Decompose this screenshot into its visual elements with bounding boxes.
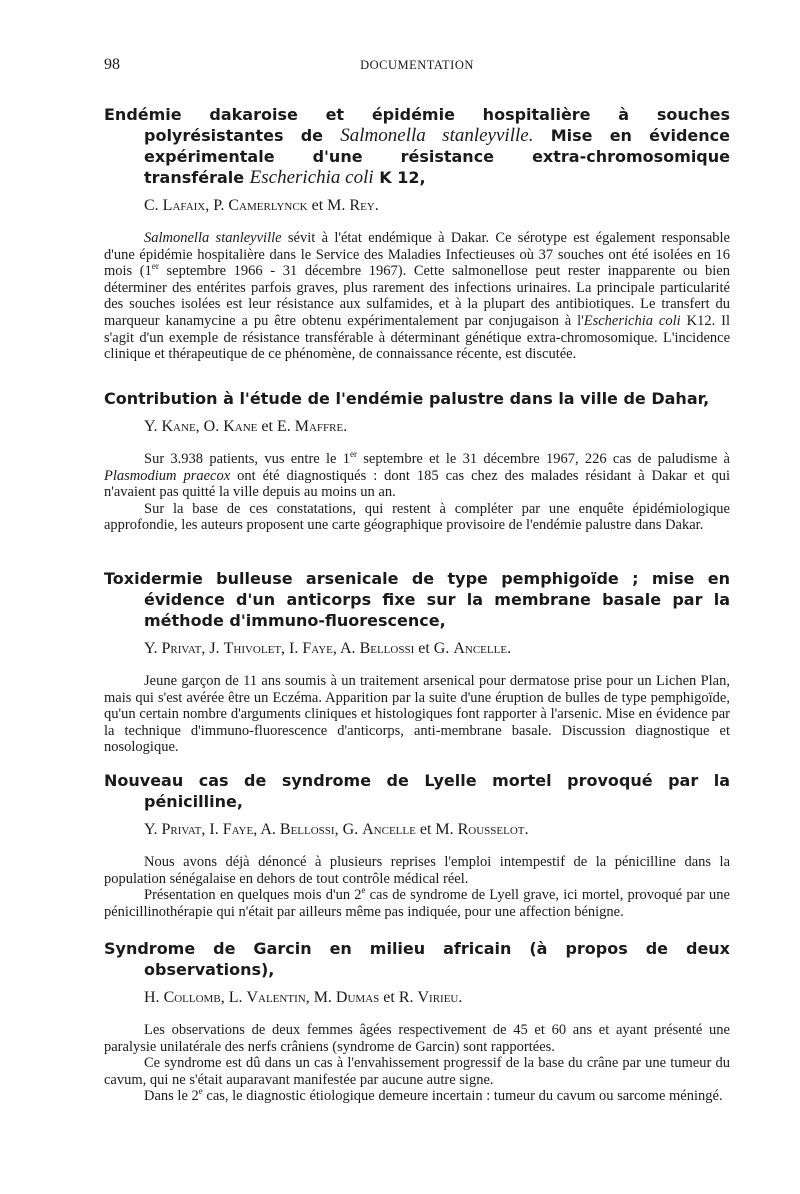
author-separator: , bbox=[332, 640, 337, 657]
body-paragraph: Sur la base de ces constatations, qui restent à compléter par une enquête épidémiologique approfondie, les auteurs proposent une carte géographique provisoire de l'endémie palustre dans Dakar. bbox=[104, 500, 730, 534]
abstract-2 bbox=[104, 388, 730, 534]
author-separator: , bbox=[281, 640, 286, 657]
author-list bbox=[144, 417, 730, 437]
running-title: DOCUMENTATION bbox=[360, 58, 474, 72]
author-separator: , bbox=[220, 989, 225, 1006]
author-separator: . bbox=[524, 821, 529, 838]
body-text: cas de syndrome de Lyell grave, ici mortel, provoqué par une pénicillinothérapie qui n'était par ailleurs même pas indiquée, pour une affection bénigne. bbox=[104, 887, 730, 920]
author-initial: M. bbox=[435, 821, 454, 838]
body-text: septembre et le 31 décembre 1967, 226 cas de paludisme à bbox=[356, 451, 730, 467]
author-initial: Y. bbox=[144, 821, 158, 838]
title-text: Mise en évidence expérimentale d'une résistance extra-chromosomique transférale bbox=[144, 126, 730, 187]
author-initial: H. bbox=[144, 989, 160, 1006]
abstract-title bbox=[104, 104, 730, 188]
author-separator: . bbox=[458, 989, 463, 1006]
superscript: e bbox=[361, 885, 366, 896]
superscript: er bbox=[151, 261, 159, 272]
author-initial: I. bbox=[209, 821, 219, 838]
author-name: Virieu bbox=[417, 989, 459, 1006]
author-separator: . bbox=[507, 640, 512, 657]
author-initial: J. bbox=[209, 640, 220, 657]
body-text: Dans le 2 bbox=[144, 1088, 199, 1105]
body-paragraph bbox=[104, 230, 730, 363]
author-name: Rousselot bbox=[457, 821, 525, 838]
body-paragraph: Ce syndrome est dû dans un cas à l'envahissement progressif de la base du crâne par une tumeur du cavum, qui ne s'était auparavant manifestée par aucune autre signe. bbox=[104, 1055, 730, 1088]
author-initial: P. bbox=[213, 197, 225, 214]
abstract-title: Syndrome de Garcin en milieu africain (à propos de deux observations), bbox=[104, 939, 730, 979]
author-separator: , bbox=[334, 821, 339, 838]
title-text: Endémie dakaroise et épidémie hospitalière à souches polyrésistantes de bbox=[104, 105, 730, 145]
body-paragraph: Jeune garçon de 11 ans soumis à un traitement arsenical pour dermatose prise pour un Lichen Plan, mais qui s'est avérée être un Eczéma. Apparition par la suite d'une éruption de bulles de type pemphigoïde, qu'un certain nombre d'arguments cliniques et histologiques font rapporter à l'arsenic. Mise en évidence par la technique d'immuno-fluorescence d'anticorps, anti-membrane basale. Discussion diagnostique et nosologique. bbox=[104, 673, 730, 756]
abstract-title: Toxidermie bulleuse arsenicale de type pemphigoïde ; mise en évidence d'un anticorps fixe sur la membrane basale par la méthode d'immuno-fluorescence, bbox=[104, 569, 730, 630]
abstract-title: Contribution à l'étude de l'endémie palustre dans la ville de Dahar, bbox=[104, 389, 710, 408]
author-separator: , bbox=[205, 197, 210, 214]
author-separator: , bbox=[195, 418, 200, 435]
author-name: Kane bbox=[161, 418, 196, 435]
page-number: 98 bbox=[104, 56, 120, 73]
abstract-1 bbox=[104, 104, 730, 363]
author-separator: et bbox=[414, 640, 430, 657]
author-initial: E. bbox=[276, 418, 291, 435]
author-initial: G. bbox=[342, 821, 359, 838]
species-name: Salmonella stanleyville bbox=[144, 230, 282, 246]
author-separator: , bbox=[253, 821, 258, 838]
author-initial: Y. bbox=[144, 418, 158, 435]
title-text: K 12, bbox=[379, 168, 426, 187]
author-separator: et bbox=[379, 989, 395, 1006]
abstract-body bbox=[104, 451, 730, 534]
title-species: Escherichia coli bbox=[249, 167, 374, 188]
body-text: Présentation en quelques mois d'un 2 bbox=[144, 887, 362, 904]
author-name: Privat bbox=[161, 640, 202, 657]
author-initial: O. bbox=[203, 418, 220, 435]
abstract-3 bbox=[104, 568, 730, 756]
abstract-body bbox=[104, 1022, 730, 1105]
abstract-4 bbox=[104, 770, 730, 920]
abstract-title: Nouveau cas de syndrome de Lyelle mortel provoqué par la pénicilline, bbox=[104, 771, 730, 811]
body-text: K12. Il s'agit d'un exemple de résistance transférable à déterminant génétique extra-chromosomique. L'incidence clinique et thérapeutique de ce phénomène, de connaissance récente, est discutée. bbox=[104, 312, 730, 363]
superscript: e bbox=[198, 1086, 203, 1097]
author-name: Valentin bbox=[246, 989, 306, 1006]
abstract-body bbox=[104, 230, 730, 363]
page-header bbox=[104, 56, 730, 78]
author-initial: C. bbox=[144, 197, 159, 214]
author-list bbox=[144, 820, 730, 840]
body-text: Sur 3.938 patients, vus entre le 1 bbox=[144, 451, 350, 467]
abstract-body bbox=[104, 854, 730, 920]
body-text: septembre 1966 - 31 décembre 1967). Cette salmonellose peut rester inapparente ou bien déterminer des entérites parfois graves, plus rarement des infections urinaires. La principale particularité des souches isolées est leur résistance aux sulfamides, et à la plupart des antibiotiques. Le transfert du marqueur kanamycine a pu être obtenu expérimentalement par conjugaison à l' bbox=[104, 263, 730, 329]
author-name: Bellossi bbox=[279, 821, 335, 838]
author-name: Maffre bbox=[294, 418, 344, 435]
author-name: Ancelle bbox=[453, 640, 508, 657]
body-text: ont été diagnostiqués : dont 185 cas chez des malades résidant à Dakar et qui n'avaient pas quitté la ville depuis au moins un an. bbox=[104, 467, 731, 501]
author-separator: et bbox=[307, 197, 324, 214]
abstract-body bbox=[104, 673, 730, 756]
author-initial: M. bbox=[327, 197, 346, 214]
author-separator: . bbox=[374, 197, 379, 214]
superscript: er bbox=[349, 449, 357, 460]
author-initial: G. bbox=[433, 640, 450, 657]
author-separator: , bbox=[305, 989, 310, 1006]
author-name: Dumas bbox=[335, 989, 380, 1006]
author-initial: R. bbox=[398, 989, 414, 1006]
author-name: Rey bbox=[349, 197, 375, 214]
author-initial: A. bbox=[340, 640, 356, 657]
author-initial: Y. bbox=[144, 640, 158, 657]
author-name: Ancelle bbox=[362, 821, 416, 838]
author-name: Kane bbox=[223, 418, 258, 435]
title-species: Salmonella stanleyville. bbox=[340, 125, 534, 146]
author-list bbox=[144, 196, 730, 216]
author-name: Privat bbox=[161, 821, 202, 838]
body-text: cas, le diagnostic étiologique demeure incertain : tumeur du cavum ou sarcome méningé. bbox=[202, 1088, 723, 1105]
author-list bbox=[144, 639, 730, 659]
author-name: Thivolet bbox=[223, 640, 282, 657]
author-separator: , bbox=[201, 821, 206, 838]
author-initial: A. bbox=[260, 821, 276, 838]
author-name: Faye bbox=[302, 640, 333, 657]
author-name: Collomb bbox=[163, 989, 221, 1006]
species-name: Plasmodium praecox bbox=[104, 467, 231, 484]
body-paragraph: Nous avons déjà dénoncé à plusieurs reprises l'emploi intempestif de la pénicilline dans la population sénégalaise en dehors de tout contrôle médical réel. bbox=[104, 854, 730, 887]
body-paragraph bbox=[104, 887, 730, 920]
author-separator: et bbox=[415, 821, 432, 838]
abstract-5 bbox=[104, 938, 730, 1105]
author-list bbox=[144, 988, 730, 1008]
author-initial: M. bbox=[313, 989, 332, 1006]
author-initial: L. bbox=[228, 989, 243, 1006]
author-name: Lafaix bbox=[162, 197, 206, 214]
body-text: sévit à l'état endémique à Dakar. Ce sérotype est également responsable d'une épidémie hospitalière dans le Service des Maladies Infectieuses où 37 souches ont été isolées en 16 mois (1 bbox=[104, 230, 730, 280]
species-name: Escherichia coli bbox=[583, 312, 681, 329]
body-paragraph: Les observations de deux femmes âgées respectivement de 45 et 60 ans et ayant présenté une paralysie unilatérale des nerfs crâniens (syndrome de Garcin) sont rapportées. bbox=[104, 1022, 730, 1055]
body-paragraph bbox=[104, 451, 730, 501]
author-name: Bellossi bbox=[359, 640, 415, 657]
author-name: Camerlynck bbox=[228, 197, 308, 214]
author-name: Faye bbox=[222, 821, 254, 838]
author-initial: I. bbox=[289, 640, 299, 657]
author-separator: et bbox=[257, 418, 273, 435]
author-separator: . bbox=[343, 418, 348, 435]
body-paragraph bbox=[104, 1088, 730, 1105]
author-separator: , bbox=[201, 640, 206, 657]
